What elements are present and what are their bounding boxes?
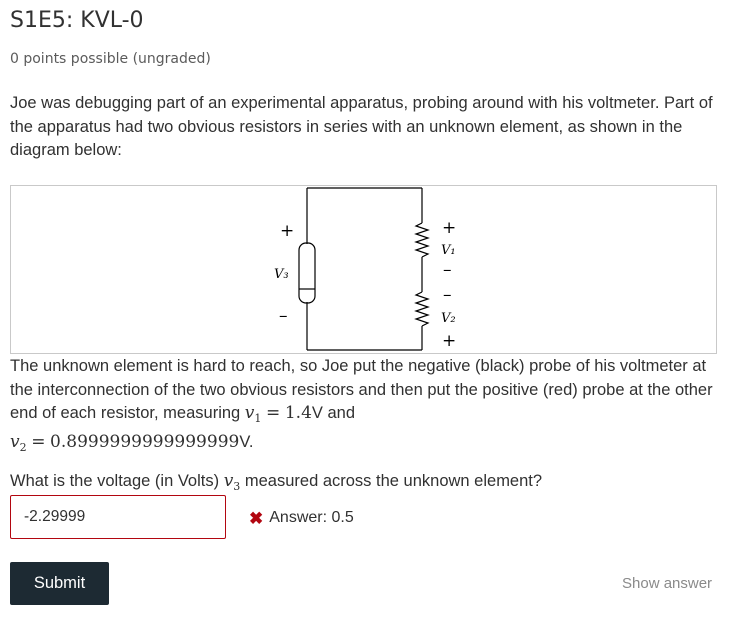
problem-title: S1E5: KVL-0	[10, 8, 144, 33]
question-post: measured across the unknown element?	[240, 472, 543, 490]
v1-subscript: 1	[254, 412, 262, 425]
v2-value: 0.8999999999999999	[50, 431, 240, 452]
diagram-minus-left: –	[279, 306, 288, 326]
v2-equals: =	[31, 431, 46, 452]
show-answer-button[interactable]: Show answer	[622, 575, 713, 592]
question-text	[10, 471, 542, 493]
points-label: 0 points possible (ungraded)	[10, 51, 211, 67]
v1-symbol: v	[244, 403, 255, 423]
v3-subscript: 3	[233, 480, 241, 493]
unknown-element	[299, 243, 315, 303]
feedback-text: Answer: 0.5	[269, 509, 354, 526]
question-pre: What is the voltage (in Volts)	[10, 472, 224, 490]
resistor-1	[416, 223, 428, 257]
diagram-plus-left: +	[280, 221, 295, 241]
resistor-2	[416, 292, 428, 326]
v2-subscript: 2	[19, 440, 27, 454]
answer-feedback	[249, 509, 354, 527]
diagram-minus-r2: –	[443, 285, 452, 305]
problem-detail	[10, 355, 730, 459]
unit-end: V.	[239, 432, 254, 451]
detail-text: The unknown element is hard to reach, so Joe put the negative (black) probe of his voltmeter at the interconnection of the two obvious resistors and then put the positive (red) probe at the other end of each resistor, measuring	[10, 357, 713, 422]
circuit-diagram	[10, 185, 717, 354]
diagram-plus-r1: +	[442, 218, 457, 238]
circuit-svg	[11, 186, 716, 353]
diagram-plus-r2: +	[442, 331, 457, 351]
submit-button[interactable]: Submit	[10, 562, 109, 605]
v1-value: 1.4	[284, 403, 312, 423]
v1-equals: =	[266, 403, 281, 423]
x-icon: ✖	[249, 508, 264, 528]
unit-and: V and	[311, 404, 356, 422]
diagram-minus-r1: –	[443, 260, 452, 280]
v3-symbol: v	[223, 471, 234, 491]
problem-intro: Joe was debugging part of an experimental apparatus, probing around with his voltmeter. Part of the apparatus had two obvious resistors in series with an unknown element, as shown in the diagram below:	[10, 94, 713, 159]
diagram-v3-label: V₃	[274, 267, 289, 282]
answer-input[interactable]	[10, 495, 226, 539]
v2-symbol: v	[10, 431, 20, 452]
diagram-v1-label: V₁	[441, 243, 456, 258]
diagram-v2-label: V₂	[441, 311, 456, 326]
